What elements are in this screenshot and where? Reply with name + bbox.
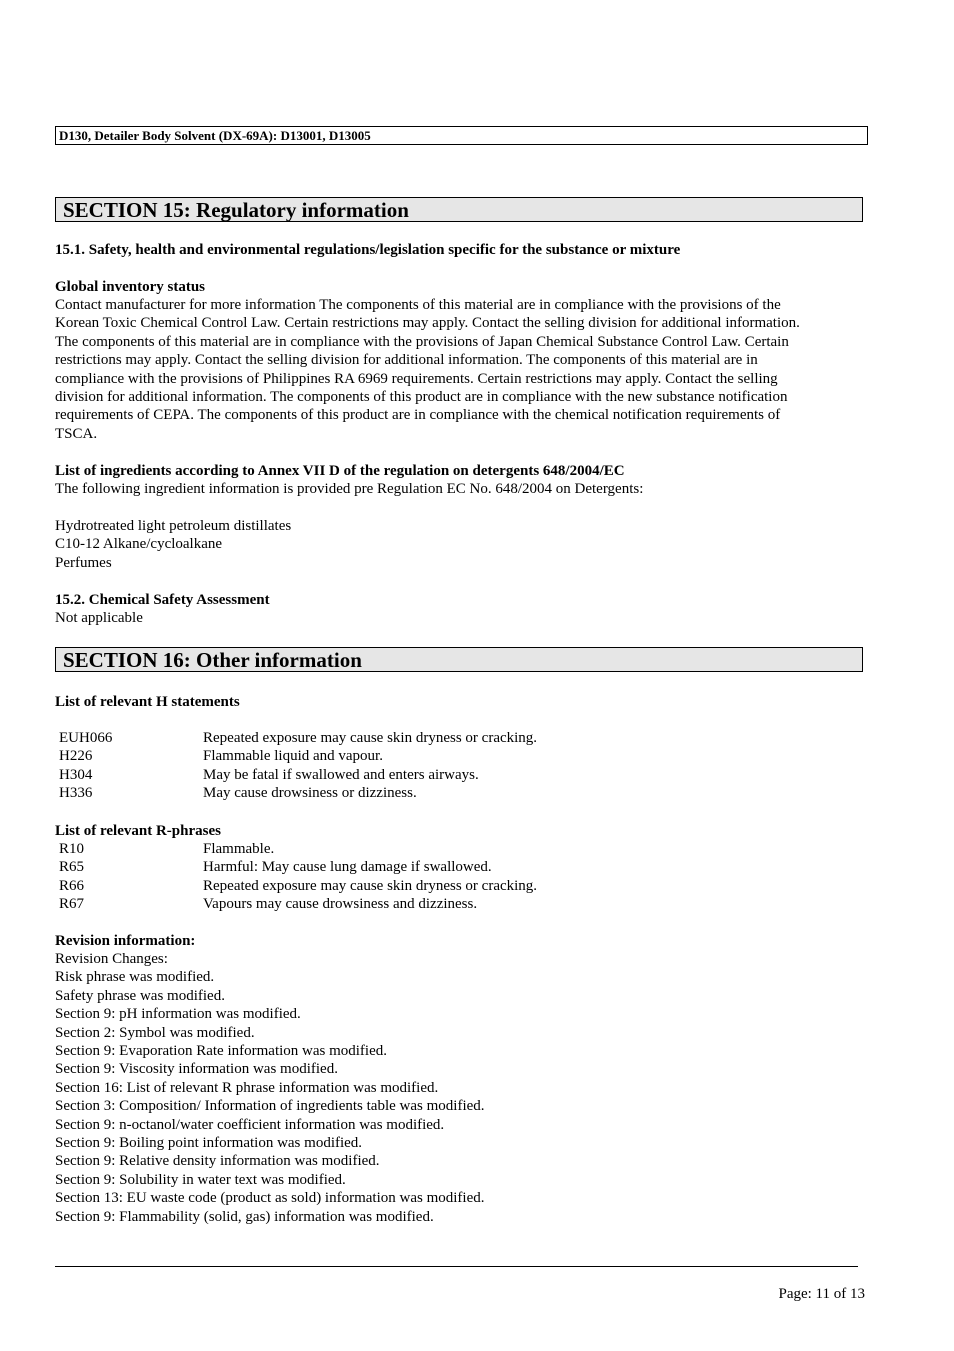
subsection-15-2-heading: 15.2. Chemical Safety Assessment (55, 592, 270, 608)
revision-line: Section 9: n-octanol/water coefficient information was modified. (55, 1116, 445, 1133)
r-phrase-code: R65 (59, 859, 85, 876)
r-phrase-row (59, 895, 477, 913)
h-statement-text: Flammable liquid and vapour. (203, 748, 383, 765)
h-statement-text: May be fatal if swallowed and enters airways. (203, 766, 479, 783)
h-statement-row (59, 729, 537, 747)
revision-line: Section 9: pH information was modified. (55, 1006, 301, 1023)
subsection-15-1-heading: 15.1. Safety, health and environmental regulations/legislation specific for the substance or mixture (55, 242, 681, 258)
ingredient-item: C10-12 Alkane/cycloalkane (55, 536, 223, 553)
h-statement-code: H226 (59, 748, 93, 765)
r-phrase-code: R66 (59, 877, 85, 894)
annex-text: The following ingredient information is provided pre Regulation EC No. 648/2004 on Detergents: (55, 481, 644, 497)
r-phrase-code: R67 (59, 896, 85, 913)
h-statement-text: Repeated exposure may cause skin dryness or cracking. (203, 730, 538, 746)
h-statement-code: EUH066 (59, 730, 113, 746)
global-inventory-line: TSCA. (55, 425, 98, 442)
revision-line: Section 3: Composition/ Information of ingredients table was modified. (55, 1098, 485, 1115)
revision-line: Section 9: Evaporation Rate information was modified. (55, 1043, 388, 1060)
r-phrases-heading: List of relevant R-phrases (55, 823, 221, 839)
revision-list (55, 950, 485, 1226)
r-phrase-row (59, 858, 492, 876)
revision-line: Section 9: Boiling point information was modified. (55, 1135, 363, 1152)
revision-line: Section 16: List of relevant R phrase information was modified. (55, 1079, 439, 1096)
r-phrase-row (59, 840, 274, 858)
h-statement-text: May cause drowsiness or dizziness. (203, 785, 417, 802)
global-inventory-heading: Global inventory status (55, 279, 206, 295)
r-phrase-text: Repeated exposure may cause skin dryness or cracking. (203, 877, 538, 894)
ingredient-list (55, 517, 291, 572)
r-phrase-text: Vapours may cause drowsiness and dizziness. (203, 896, 478, 913)
revision-line: Section 9: Viscosity information was modified. (55, 1061, 338, 1078)
revision-line: Section 13: EU waste code (product as sold) information was modified. (55, 1190, 485, 1207)
revision-line: Section 2: Symbol was modified. (55, 1024, 255, 1041)
footer-divider (55, 1266, 858, 1267)
r-phrase-text: Flammable. (203, 841, 275, 857)
global-inventory-line: requirements of CEPA. The components of this product are in compliance with the chemical notification requirements of (55, 407, 781, 424)
h-statement-row (59, 766, 479, 784)
r-phrase-code: R10 (59, 841, 85, 857)
global-inventory-line: Korean Toxic Chemical Control Law. Certain restrictions may apply. Contact the selling division for additional information. (55, 315, 800, 332)
section-16-title: SECTION 16: Other information (55, 647, 863, 672)
global-inventory-text (55, 296, 863, 443)
ingredient-item: Perfumes (55, 554, 112, 571)
revision-line: Revision Changes: (55, 951, 168, 967)
h-statement-code: H304 (59, 766, 93, 783)
section-15-title: SECTION 15: Regulatory information (55, 197, 863, 222)
ingredient-item: Hydrotreated light petroleum distillates (55, 518, 292, 534)
revision-line: Section 9: Flammability (solid, gas) information was modified. (55, 1208, 434, 1225)
revision-line: Section 9: Relative density information was modified. (55, 1153, 380, 1170)
global-inventory-line: Contact manufacturer for more information The components of this material are in compliance with the provisions of the (55, 297, 781, 313)
global-inventory-line: division for additional information. The components of this product are in compliance with the new substance notification (55, 389, 788, 406)
revision-line: Safety phrase was modified. (55, 987, 225, 1004)
global-inventory-line: compliance with the provisions of Philippines RA 6969 requirements. Certain restrictions may apply. Contact the selling (55, 370, 778, 387)
subsection-15-2-text: Not applicable (55, 610, 143, 626)
h-statements-heading: List of relevant H statements (55, 694, 240, 710)
r-phrase-text: Harmful: May cause lung damage if swallowed. (203, 859, 492, 876)
h-statement-row (59, 784, 417, 802)
global-inventory-line: The components of this material are in compliance with the provisions of Japan Chemical Substance Control Law. Certain (55, 333, 789, 350)
revision-line: Section 9: Solubility in water text was modified. (55, 1171, 346, 1188)
product-header: D130, Detailer Body Solvent (DX-69A): D13001, D13005 (55, 126, 868, 145)
page-number: Page: 11 of 13 (778, 1286, 865, 1302)
h-statement-code: H336 (59, 785, 93, 802)
h-statement-row (59, 747, 383, 765)
revision-line: Risk phrase was modified. (55, 969, 215, 986)
annex-heading: List of ingredients according to Annex VII D of the regulation on detergents 648/2004/EC (55, 463, 625, 479)
global-inventory-line: restrictions may apply. Contact the selling division for additional information. The components of this material are in (55, 352, 758, 369)
revision-heading: Revision information: (55, 933, 196, 949)
r-phrase-row (59, 877, 537, 895)
